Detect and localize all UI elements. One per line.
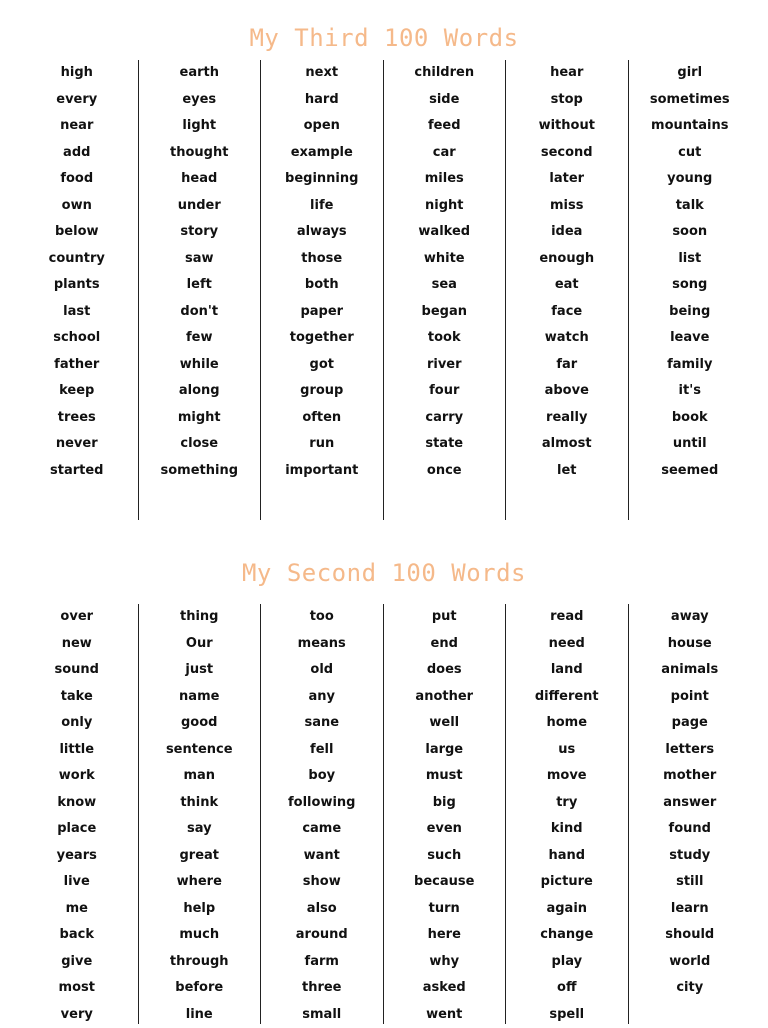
word-item: near [16, 113, 138, 140]
word-item: might [139, 405, 261, 432]
word-item: line [139, 1002, 261, 1028]
word-item: walked [384, 219, 506, 246]
word-item: often [261, 405, 383, 432]
word-column [261, 604, 384, 1024]
word-item: much [139, 922, 261, 949]
word-item: miles [384, 166, 506, 193]
word-item: show [261, 869, 383, 896]
word-item: above [506, 378, 628, 405]
word-item: took [384, 325, 506, 352]
word-item: miss [506, 193, 628, 220]
word-item: night [384, 193, 506, 220]
word-item: light [139, 113, 261, 140]
word-item: watch [506, 325, 628, 352]
word-item: change [506, 922, 628, 949]
word-item: almost [506, 431, 628, 458]
word-item: also [261, 896, 383, 923]
word-column [16, 60, 139, 520]
word-item: large [384, 737, 506, 764]
word-item: stop [506, 87, 628, 114]
word-item: add [16, 140, 138, 167]
word-item: years [16, 843, 138, 870]
word-item: name [139, 684, 261, 711]
word-item: started [16, 458, 138, 485]
word-item: land [506, 657, 628, 684]
word-item: again [506, 896, 628, 923]
word-item: once [384, 458, 506, 485]
word-item: where [139, 869, 261, 896]
word-item: help [139, 896, 261, 923]
word-item: learn [629, 896, 752, 923]
word-item: means [261, 631, 383, 658]
word-item: picture [506, 869, 628, 896]
word-item: through [139, 949, 261, 976]
word-item: beginning [261, 166, 383, 193]
word-item: letters [629, 737, 752, 764]
word-item: life [261, 193, 383, 220]
word-item: because [384, 869, 506, 896]
word-item: good [139, 710, 261, 737]
word-item: school [16, 325, 138, 352]
word-column [506, 60, 629, 520]
word-column [384, 60, 507, 520]
word-item: side [384, 87, 506, 114]
word-item: close [139, 431, 261, 458]
word-item: boy [261, 763, 383, 790]
word-item: trees [16, 405, 138, 432]
word-item: country [16, 246, 138, 273]
word-item: family [629, 352, 752, 379]
word-item: earth [139, 60, 261, 87]
word-item: hard [261, 87, 383, 114]
word-item: animals [629, 657, 752, 684]
word-item: big [384, 790, 506, 817]
word-item: came [261, 816, 383, 843]
word-item: left [139, 272, 261, 299]
word-item: head [139, 166, 261, 193]
word-item: it's [629, 378, 752, 405]
word-item: back [16, 922, 138, 949]
word-item: enough [506, 246, 628, 273]
word-item: far [506, 352, 628, 379]
word-item: while [139, 352, 261, 379]
word-item: under [139, 193, 261, 220]
word-item: well [384, 710, 506, 737]
word-column [629, 604, 752, 1024]
word-item: second [506, 140, 628, 167]
word-item: page [629, 710, 752, 737]
word-item: around [261, 922, 383, 949]
word-item: house [629, 631, 752, 658]
second-100-words-section [0, 545, 768, 1024]
word-item: us [506, 737, 628, 764]
word-item: always [261, 219, 383, 246]
word-item: example [261, 140, 383, 167]
word-item: song [629, 272, 752, 299]
word-item: together [261, 325, 383, 352]
word-item: off [506, 975, 628, 1002]
word-item: sound [16, 657, 138, 684]
word-item: away [629, 604, 752, 631]
word-item: thought [139, 140, 261, 167]
word-item: just [139, 657, 261, 684]
word-item: river [384, 352, 506, 379]
word-item: place [16, 816, 138, 843]
word-item: know [16, 790, 138, 817]
word-item: later [506, 166, 628, 193]
word-item: eat [506, 272, 628, 299]
word-item: every [16, 87, 138, 114]
word-item: end [384, 631, 506, 658]
word-item: turn [384, 896, 506, 923]
word-item: saw [139, 246, 261, 273]
word-item: mother [629, 763, 752, 790]
section-title: My Second 100 Words [0, 559, 768, 587]
word-item: should [629, 922, 752, 949]
word-item: different [506, 684, 628, 711]
word-item: young [629, 166, 752, 193]
word-item: another [384, 684, 506, 711]
word-item: any [261, 684, 383, 711]
word-item: new [16, 631, 138, 658]
word-item: don't [139, 299, 261, 326]
word-item: book [629, 405, 752, 432]
word-item: fell [261, 737, 383, 764]
word-item: before [139, 975, 261, 1002]
word-item: need [506, 631, 628, 658]
word-item: Our [139, 631, 261, 658]
word-item: cut [629, 140, 752, 167]
word-item: farm [261, 949, 383, 976]
word-item: want [261, 843, 383, 870]
word-item: keep [16, 378, 138, 405]
word-item: seemed [629, 458, 752, 485]
word-item: point [629, 684, 752, 711]
word-item: live [16, 869, 138, 896]
word-item: next [261, 60, 383, 87]
word-item: very [16, 1002, 138, 1028]
word-item: here [384, 922, 506, 949]
word-item: both [261, 272, 383, 299]
word-item: something [139, 458, 261, 485]
word-item: food [16, 166, 138, 193]
word-item: asked [384, 975, 506, 1002]
word-item: really [506, 405, 628, 432]
word-item: answer [629, 790, 752, 817]
word-item: four [384, 378, 506, 405]
word-item: say [139, 816, 261, 843]
word-item: hand [506, 843, 628, 870]
word-item: face [506, 299, 628, 326]
word-item: father [16, 352, 138, 379]
section-title: My Third 100 Words [0, 24, 768, 52]
word-column [16, 604, 139, 1024]
word-item: world [629, 949, 752, 976]
word-item: over [16, 604, 138, 631]
word-item: work [16, 763, 138, 790]
word-item: me [16, 896, 138, 923]
word-item: never [16, 431, 138, 458]
word-item: put [384, 604, 506, 631]
word-item: important [261, 458, 383, 485]
word-item: city [629, 975, 752, 1002]
word-item: below [16, 219, 138, 246]
word-item: idea [506, 219, 628, 246]
word-item: kind [506, 816, 628, 843]
word-item: thing [139, 604, 261, 631]
word-item: sea [384, 272, 506, 299]
word-item: eyes [139, 87, 261, 114]
word-item: does [384, 657, 506, 684]
word-item: along [139, 378, 261, 405]
word-item: three [261, 975, 383, 1002]
word-item: those [261, 246, 383, 273]
word-item: little [16, 737, 138, 764]
word-item: carry [384, 405, 506, 432]
word-item: children [384, 60, 506, 87]
word-item: white [384, 246, 506, 273]
word-item: until [629, 431, 752, 458]
word-item: think [139, 790, 261, 817]
word-item: being [629, 299, 752, 326]
word-item: girl [629, 60, 752, 87]
word-column [506, 604, 629, 1024]
word-item: even [384, 816, 506, 843]
word-item: man [139, 763, 261, 790]
word-item: most [16, 975, 138, 1002]
word-item: high [16, 60, 138, 87]
word-item: must [384, 763, 506, 790]
word-item: few [139, 325, 261, 352]
word-item: plants [16, 272, 138, 299]
word-item: why [384, 949, 506, 976]
word-item: run [261, 431, 383, 458]
word-item: paper [261, 299, 383, 326]
word-item: following [261, 790, 383, 817]
word-column [261, 60, 384, 520]
word-item: spell [506, 1002, 628, 1028]
word-item: old [261, 657, 383, 684]
word-item: sentence [139, 737, 261, 764]
word-item: car [384, 140, 506, 167]
word-item: small [261, 1002, 383, 1028]
word-columns [16, 604, 751, 1024]
word-item: still [629, 869, 752, 896]
word-item: study [629, 843, 752, 870]
word-item: great [139, 843, 261, 870]
word-item: sane [261, 710, 383, 737]
word-columns [16, 60, 751, 520]
word-item: mountains [629, 113, 752, 140]
word-item: soon [629, 219, 752, 246]
word-item: too [261, 604, 383, 631]
word-item: home [506, 710, 628, 737]
word-item: move [506, 763, 628, 790]
word-item: only [16, 710, 138, 737]
word-item: last [16, 299, 138, 326]
word-item: talk [629, 193, 752, 220]
word-item: such [384, 843, 506, 870]
word-item: got [261, 352, 383, 379]
word-item: leave [629, 325, 752, 352]
word-item: let [506, 458, 628, 485]
word-item: sometimes [629, 87, 752, 114]
word-item: group [261, 378, 383, 405]
word-item: try [506, 790, 628, 817]
word-item: give [16, 949, 138, 976]
word-column [629, 60, 752, 520]
word-item: hear [506, 60, 628, 87]
word-item: feed [384, 113, 506, 140]
word-item: went [384, 1002, 506, 1028]
word-item: read [506, 604, 628, 631]
word-item: state [384, 431, 506, 458]
word-column [139, 60, 262, 520]
word-item: began [384, 299, 506, 326]
word-item: take [16, 684, 138, 711]
word-column [139, 604, 262, 1024]
word-item: play [506, 949, 628, 976]
word-item: story [139, 219, 261, 246]
word-item: own [16, 193, 138, 220]
word-item: without [506, 113, 628, 140]
word-item: open [261, 113, 383, 140]
word-item: list [629, 246, 752, 273]
word-column [384, 604, 507, 1024]
word-item: found [629, 816, 752, 843]
